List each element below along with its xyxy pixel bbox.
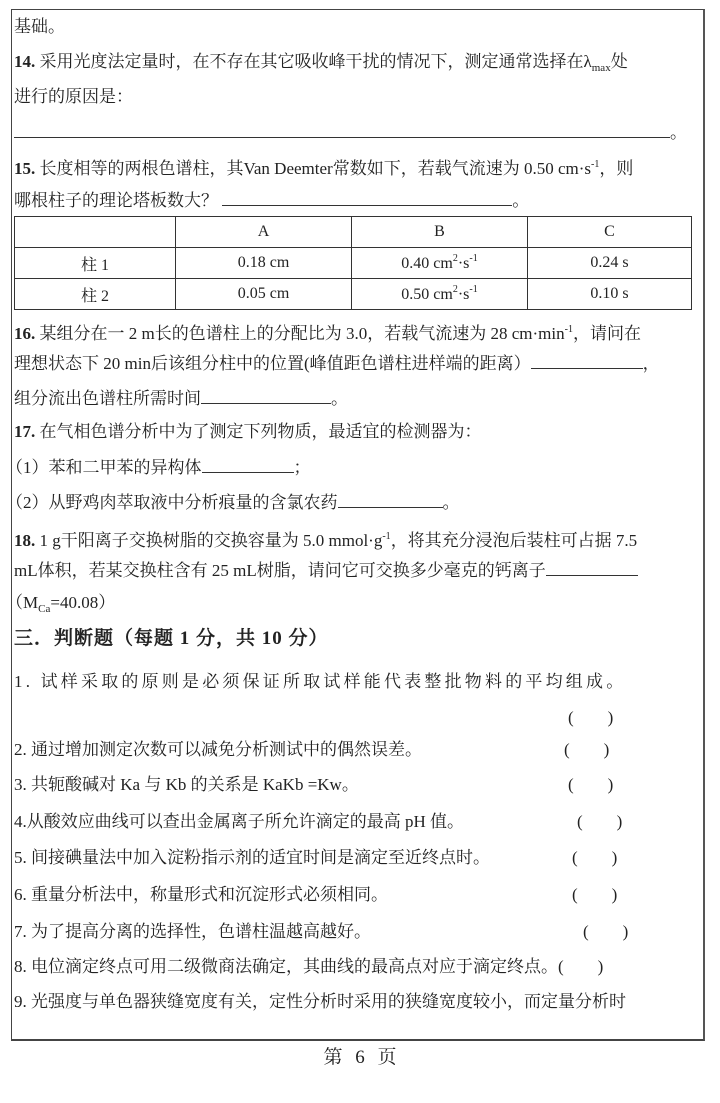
q15-sup: -1	[591, 159, 600, 170]
table-header: A	[176, 217, 352, 248]
table-cell: 0.24 s	[528, 248, 692, 279]
q15-text-b: ，则	[599, 159, 634, 178]
q13-tail: 基础。	[14, 17, 65, 36]
q16-line3-text: 组分流出色谱柱所需时间	[14, 389, 201, 408]
table-cell: 0.10 s	[528, 279, 692, 310]
q17-sub2-end: 。	[442, 493, 460, 512]
page-number: 第 6 页	[323, 1047, 397, 1068]
tf-item-8-text: 8. 电位滴定终点可用二级微商法确定，其曲线的最高点对应于滴定终点。	[14, 957, 558, 976]
q14-number: 14.	[14, 52, 36, 71]
q18-text: 1 g干阳离子交换树脂的交换容量为 5.0 mmol·g	[39, 531, 383, 550]
q16-answer-time[interactable]	[201, 381, 331, 404]
q17-sub2	[6, 485, 460, 519]
q15-end: 。	[512, 191, 530, 210]
q18-answer[interactable]	[546, 553, 638, 576]
q15-line2-text: 哪根柱子的理论塔板数大？	[14, 191, 218, 210]
q17-sub1	[6, 450, 311, 484]
cell-sup: 2	[452, 284, 458, 295]
q16-sup: -1	[564, 324, 573, 335]
q16-answer-position[interactable]	[531, 346, 643, 369]
tf-item-6: 6. 重量分析法中，称量形式和沉淀形式必须相同。	[14, 885, 388, 904]
tf-answer-4[interactable]: ( )	[577, 812, 623, 831]
cell-text: ·s	[457, 286, 470, 303]
tf-item-8	[14, 950, 603, 984]
tf-answer-1[interactable]: ( )	[568, 708, 614, 727]
q18-line2	[14, 553, 638, 587]
cell-sup: 2	[452, 253, 458, 264]
q16-number: 16.	[14, 324, 36, 343]
q14-answer[interactable]	[14, 115, 687, 149]
q16-line3	[14, 381, 348, 415]
q18-mca-value: =40.08）	[50, 593, 116, 612]
q15-answer[interactable]	[222, 183, 512, 206]
table-cell: 0.18 cm	[176, 248, 352, 279]
q15-line2	[14, 183, 529, 217]
q17-number: 17.	[14, 422, 36, 441]
table-row	[15, 248, 692, 279]
q18-line2-text: mL体积，若某交换柱含有 25 mL树脂，请问它可交换多少毫克的钙离子	[14, 561, 546, 580]
table-row	[15, 279, 692, 310]
cell-text: ·s	[457, 255, 470, 272]
q18	[14, 520, 637, 554]
van-deemter-table	[14, 216, 692, 310]
q18-mca-sub: Ca	[38, 603, 51, 615]
q17-text: 在气相色谱分析中为了测定下列物质，最适宜的检测器为：	[39, 422, 482, 441]
q18-sup: -1	[382, 531, 391, 542]
q18-text-b: ，将其充分浸泡后装柱可占据 7.5	[390, 531, 638, 550]
q16-text: 某组分在一 2 m长的色谱柱上的分配比为 3.0，若载气流速为 28 cm·min	[39, 324, 565, 343]
section3-title: 三．判断题（每题 1 分，共 10 分）	[14, 628, 329, 649]
table-cell	[352, 279, 528, 310]
q16-line2	[14, 346, 660, 380]
table-header-row	[15, 217, 692, 248]
tf-answer-5[interactable]: ( )	[572, 848, 618, 867]
q14-text: 采用光度法定量时，在不存在其它吸收峰干扰的情况下，测定通常选择在λ	[39, 52, 592, 71]
table-cell	[352, 248, 528, 279]
q15	[14, 148, 633, 182]
table-cell: 柱 2	[15, 279, 176, 310]
tf-answer-3[interactable]: ( )	[568, 775, 614, 794]
tf-answer-6[interactable]: ( )	[572, 885, 618, 904]
q14	[14, 45, 628, 79]
q14-line2: 进行的原因是：	[14, 87, 133, 106]
cell-sup: -1	[469, 253, 478, 264]
q16-line2-text: 理想状态下 20 min后该组分柱中的位置(峰值距色谱柱进样端的距离）	[14, 354, 531, 373]
table-cell: 0.05 cm	[176, 279, 352, 310]
q17-sub1-end: ；	[293, 458, 311, 477]
q15-text: 长度相等的两根色谱柱，其Van Deemter常数如下，若载气流速为 0.50 cm·s	[39, 159, 592, 178]
q16-comma: ，	[642, 354, 660, 373]
q16-text-b: ，请问在	[572, 324, 641, 343]
tf-item-7: 7. 为了提高分离的选择性，色谱柱温越高越好。	[14, 922, 371, 941]
tf-answer-7[interactable]: ( )	[583, 922, 629, 941]
tf-item-5: 5. 间接碘量法中加入淀粉指示剂的适宜时间是滴定至近终点时。	[14, 848, 490, 867]
q17-sub2-text: （2）从野鸡肉萃取液中分析痕量的含氯农药	[6, 493, 338, 512]
table-cell: 柱 1	[15, 248, 176, 279]
q18-line3	[6, 586, 115, 620]
q17-answer-2[interactable]	[338, 485, 443, 508]
q18-number: 18.	[14, 531, 36, 550]
q14-end: 。	[670, 123, 687, 142]
q14-text-b: 处	[610, 52, 628, 71]
table-header: B	[352, 217, 528, 248]
q17-sub1-text: （1）苯和二甲苯的异构体	[6, 458, 202, 477]
q18-mca: （M	[6, 593, 39, 612]
q14-sub: max	[591, 62, 611, 74]
tf-item-2: 2. 通过增加测定次数可以减免分析测试中的偶然误差。	[14, 740, 422, 759]
tf-answer-8[interactable]: ( )	[558, 957, 604, 976]
table-header	[15, 217, 176, 248]
cell-text: 0.40 cm	[401, 255, 453, 272]
tf-item-4: 4.从酸效应曲线可以查出金属离子所允许滴定的最高 pH 值。	[14, 812, 465, 831]
table-header: C	[528, 217, 692, 248]
cell-sup: -1	[469, 284, 478, 295]
q16	[14, 313, 641, 347]
q17-answer-1[interactable]	[202, 450, 294, 473]
tf-item-9: 9. 光强度与单色器狭缝宽度有关，定性分析时采用的狭缝宽度较小，而定量分析时	[14, 992, 626, 1011]
tf-item-3: 3. 共轭酸碱对 Ka 与 Kb 的关系是 KaKb =Kw。	[14, 775, 359, 794]
q17	[14, 415, 482, 449]
tf-item-1: 1. 试样采取的原则是必须保证所取试样能代表整批物料的平均组成。	[14, 672, 627, 691]
tf-answer-2[interactable]: ( )	[564, 740, 610, 759]
q16-end: 。	[331, 389, 348, 408]
cell-text: 0.50 cm	[401, 286, 453, 303]
q15-number: 15.	[14, 159, 36, 178]
